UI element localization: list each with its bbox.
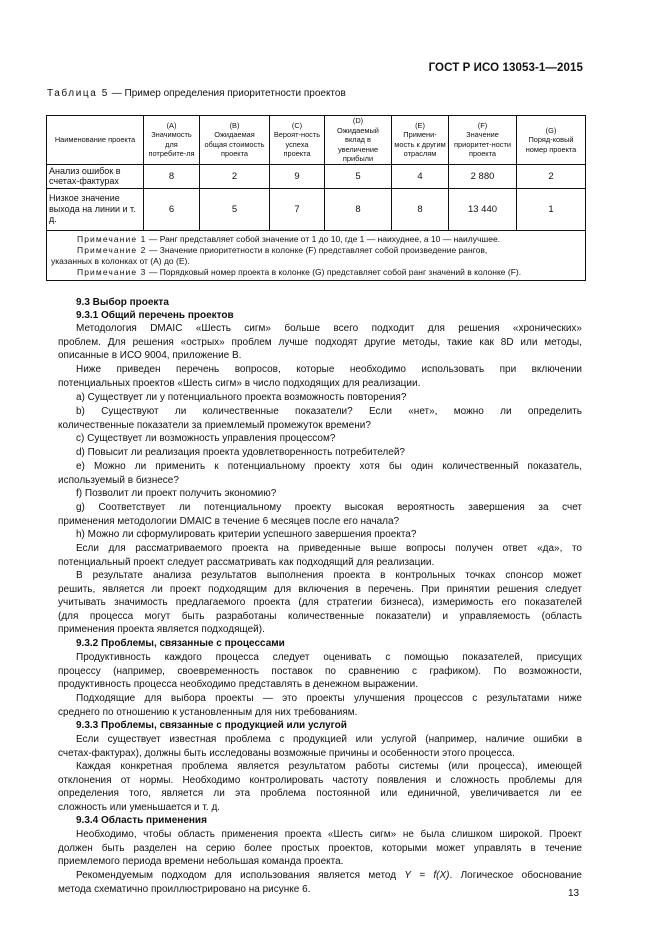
table-row — [47, 188, 586, 230]
question-e: e) Можно ли применить к потенциальному проекту хотя бы один количественный показатель, используемый в бизнесе? — [58, 461, 582, 486]
col-header-d: (D) Ожидаемый вклад в увеличение прибыли — [325, 116, 392, 165]
cell-g: 2 — [517, 164, 586, 188]
table-notes — [47, 230, 586, 281]
priority-table — [46, 115, 586, 281]
paragraph-productivity: Продуктивность каждого процесса следует оценивать с помощью показателей, присущих процессу (например, своевременность поставок по сравнению с графиком). По возможности, продуктивность процесса необходимо представлять в денежном выражении. — [58, 652, 582, 691]
col-header-c: (С) Вероят-ность успеха проекта — [270, 116, 325, 165]
method-formula: Y = f(X) — [404, 870, 450, 881]
cell-a: 6 — [144, 188, 200, 230]
col-header-b: (В) Ожидаемая общая стоимость проекта — [200, 116, 270, 165]
cell-b: 2 — [200, 164, 270, 188]
table-notes-row — [47, 230, 586, 281]
note-2-continuation: указанных в колонках от (А) до (Е). — [51, 255, 190, 266]
paragraph-method: Рекомендуемым подходом для использования является метод Y = f(X). Логическое обоснование метода схематично проиллюстрировано на рисунке 6. — [58, 870, 582, 895]
col-header-e: (Е) Примени-мость к другим отраслям — [392, 116, 449, 165]
table-header-row — [47, 116, 586, 165]
section-9-3-1-title: 9.3.1 Общий перечень проектов — [76, 310, 234, 321]
paragraph-known-problem: Если существует известная проблема с продукцией или услугой (например, наличие ошибки в счетах-фактурах), должны быть исследованы возможные причины и особенности этого процесса. — [58, 734, 582, 759]
paragraph-suitable: Подходящие для выбора проекты — это проекты улучшения процессов с результатами ниже среднего по отношению к установленным для них требованиям. — [58, 693, 582, 718]
col-header-g: (G) Поряд-ковый номер проекта — [517, 116, 586, 165]
note-2: Примечание 2 — Значение приоритетности в колонке (F) представляет собой произведение рангов, — [77, 244, 488, 255]
note-3: Примечание 3 — Порядковый номер проекта в колонке (G) представляет собой ранг значений в колонке (F). — [77, 267, 522, 278]
method-line: Рекомендуемым подходом для использования является метод Y = f(X). Логическое обоснование — [76, 870, 582, 881]
question-f: f) Позволит ли проект получить экономию? — [76, 488, 277, 499]
cell-d: 8 — [325, 188, 392, 230]
section-9-3-3-title: 9.3.3 Проблемы, связанные с продукцией или услугой — [76, 720, 347, 731]
question-g: g) Соответствует ли потенциальному проекту высокая вероятность завершения за счет применения методологии DMAIC в течение 6 месяцев после его начала? — [58, 502, 582, 527]
question-c: c) Существует ли возможность управления процессом? — [76, 433, 336, 444]
standard-code: ГОСТ Р ИСО 13053-1—2015 — [428, 62, 583, 74]
question-h: h) Можно ли сформулировать критерии успешного завершения проекта? — [76, 529, 417, 540]
table-caption — [47, 88, 346, 99]
cell-b: 5 — [200, 188, 270, 230]
paragraph-questions-intro: Ниже приведен перечень вопросов, которые необходимо использовать при включении потенциальных проектов «Шесть сигм» в число подходящих для реализации. — [58, 364, 582, 389]
col-header-f: (F) Значение приоритет-ности проекта — [449, 116, 517, 165]
col-header-a: (А) Значимость для потребите-ля — [144, 116, 200, 165]
table-caption-text: — Пример определения приоритетности проектов — [108, 88, 346, 99]
question-b: b) Существуют ли количественные показатели? Если «нет», можно ли определить количественные показатели за приемлемый промежуток времени? — [58, 406, 582, 431]
table-row — [47, 164, 586, 188]
row-name: Анализ ошибок в счетах-фактурах — [47, 164, 144, 188]
question-d: d) Повысит ли реализация проекта удовлетворенность потребителей? — [76, 447, 405, 458]
section-9-3-4-title: 9.3.4 Область применения — [76, 815, 207, 826]
cell-f: 2 880 — [449, 164, 517, 188]
cell-c: 9 — [270, 164, 325, 188]
cell-g: 1 — [517, 188, 586, 230]
col-header-name: Наименование проекта — [47, 116, 144, 165]
cell-f: 13 440 — [449, 188, 517, 230]
cell-e: 4 — [392, 164, 449, 188]
cell-e: 8 — [392, 188, 449, 230]
section-9-3-2-title: 9.3.2 Проблемы, связанные с процессами — [76, 638, 285, 649]
paragraph-sponsor: В результате анализа результатов выполнения проекта в контрольных точках спонсор может решить, является ли проект подходящим для включения в перечень. При принятии решения следует учитывать значимость предлагаемого проекта (для стратегии бизнеса), измеримость его показателей (для процесса могут быть разработаны количественные показатели) и управляемость (область применения проекта является подходящей). — [58, 570, 582, 636]
paragraph-scope: Необходимо, чтобы область применения проекта «Шесть сигм» не была слишком широкой. Проект должен быть разделен на серию более простых проектов, которыми может управлять в течение приемлемого периода времени небольшая команда проекта. — [58, 829, 582, 868]
paragraph-each-problem: Каждая конкретная проблема является результатом работы системы (или процесса), имеющей отклонения от нормы. Необходимо контролировать частоту появления и сложность проблемы для определения того, является ли эта проблема постоянной или единичной, увеличивается ли ее сложность или уменьшается и т. д. — [58, 761, 582, 813]
note-1: Примечание 1 — Ранг представляет собой значение от 1 до 10, где 1 — наихуднее, а 10 — наилучшее. — [77, 233, 501, 244]
page-number: 13 — [568, 888, 580, 899]
question-a: a) Существует ли у потенциального проекта возможность повторения? — [76, 392, 407, 403]
section-9-3-title: 9.3 Выбор проекта — [76, 297, 169, 308]
row-name: Низкое значение выхода на линии и т. д. — [47, 188, 144, 230]
cell-d: 5 — [325, 164, 392, 188]
paragraph-dmaic: Методология DMAIC «Шесть сигм» больше всего подходит для решения «хронических» проблем. Для решения «острых» проблем лучше подходят другие методы, такие как 8D или методы, описанные в ИСО 9004, приложение В. — [58, 323, 582, 362]
cell-c: 7 — [270, 188, 325, 230]
cell-a: 8 — [144, 164, 200, 188]
paragraph-if-yes: Если для рассматриваемого проекта на приведенные выше вопросы получен ответ «да», то потенциальный проект следует рассматривать как подходящий для реализации. — [58, 543, 582, 568]
table-caption-label: Таблица 5 — [47, 88, 109, 99]
